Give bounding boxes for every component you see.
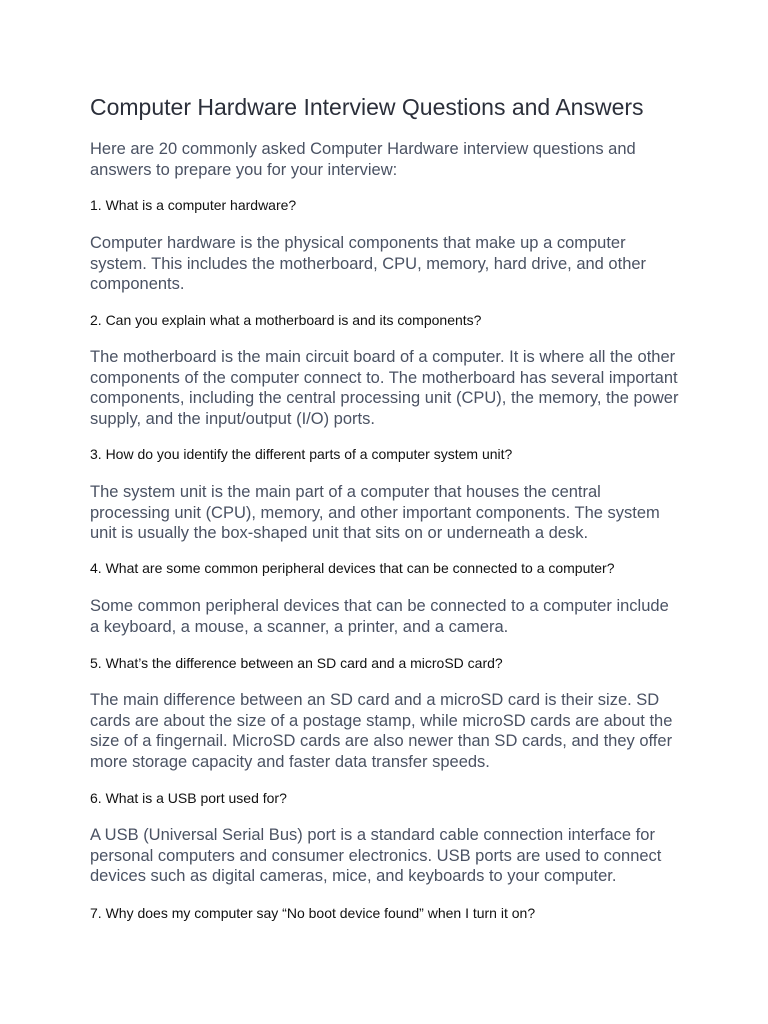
answer-5: The main difference between an SD card and a microSD card is their size. SD cards are about the size of a postage stamp, while microSD cards are about the size of a fingernail. MicroSD cards are also newer than SD cards, and they offer more storage capacity and faster data transfer speeds. <box>90 691 673 771</box>
answer-1: Computer hardware is the physical components that make up a computer system. This includes the motherboard, CPU, memory, hard drive, and other components. <box>90 234 647 293</box>
question-4: 4. What are some common peripheral devices that can be connected to a computer? <box>90 560 615 576</box>
answer-2: The motherboard is the main circuit board of a computer. It is where all the other components of the computer connect to. The motherboard has several important components, including the central processing unit (CPU), the memory, the power supply, and the input/output (I/O) ports. <box>90 348 679 428</box>
answer-4: Some common peripheral devices that can be connected to a computer include a keyboard, a mouse, a scanner, a printer, and a camera. <box>90 597 669 636</box>
question-3: 3. How do you identify the different parts of a computer system unit? <box>90 446 513 462</box>
question-2: 2. Can you explain what a motherboard is and its components? <box>90 312 482 328</box>
question-7: 7. Why does my computer say “No boot device found” when I turn it on? <box>90 905 536 921</box>
question-1: 1. What is a computer hardware? <box>90 197 297 213</box>
answer-6: A USB (Universal Serial Bus) port is a standard cable connection interface for personal computers and consumer electronics. USB ports are used to connect devices such as digital cameras, mice, and keyboards to your computer. <box>90 826 662 885</box>
question-5: 5. What’s the difference between an SD card and a microSD card? <box>90 655 503 671</box>
intro-paragraph: Here are 20 commonly asked Computer Hardware interview questions and answers to prepare you for your interview: <box>90 140 636 179</box>
answer-3: The system unit is the main part of a computer that houses the central processing unit (CPU), memory, and other important components. The system unit is usually the box-shaped unit that sits on or underneath a desk. <box>90 483 660 542</box>
page-title: Computer Hardware Interview Questions and Answers <box>90 94 644 120</box>
question-6: 6. What is a USB port used for? <box>90 790 287 806</box>
